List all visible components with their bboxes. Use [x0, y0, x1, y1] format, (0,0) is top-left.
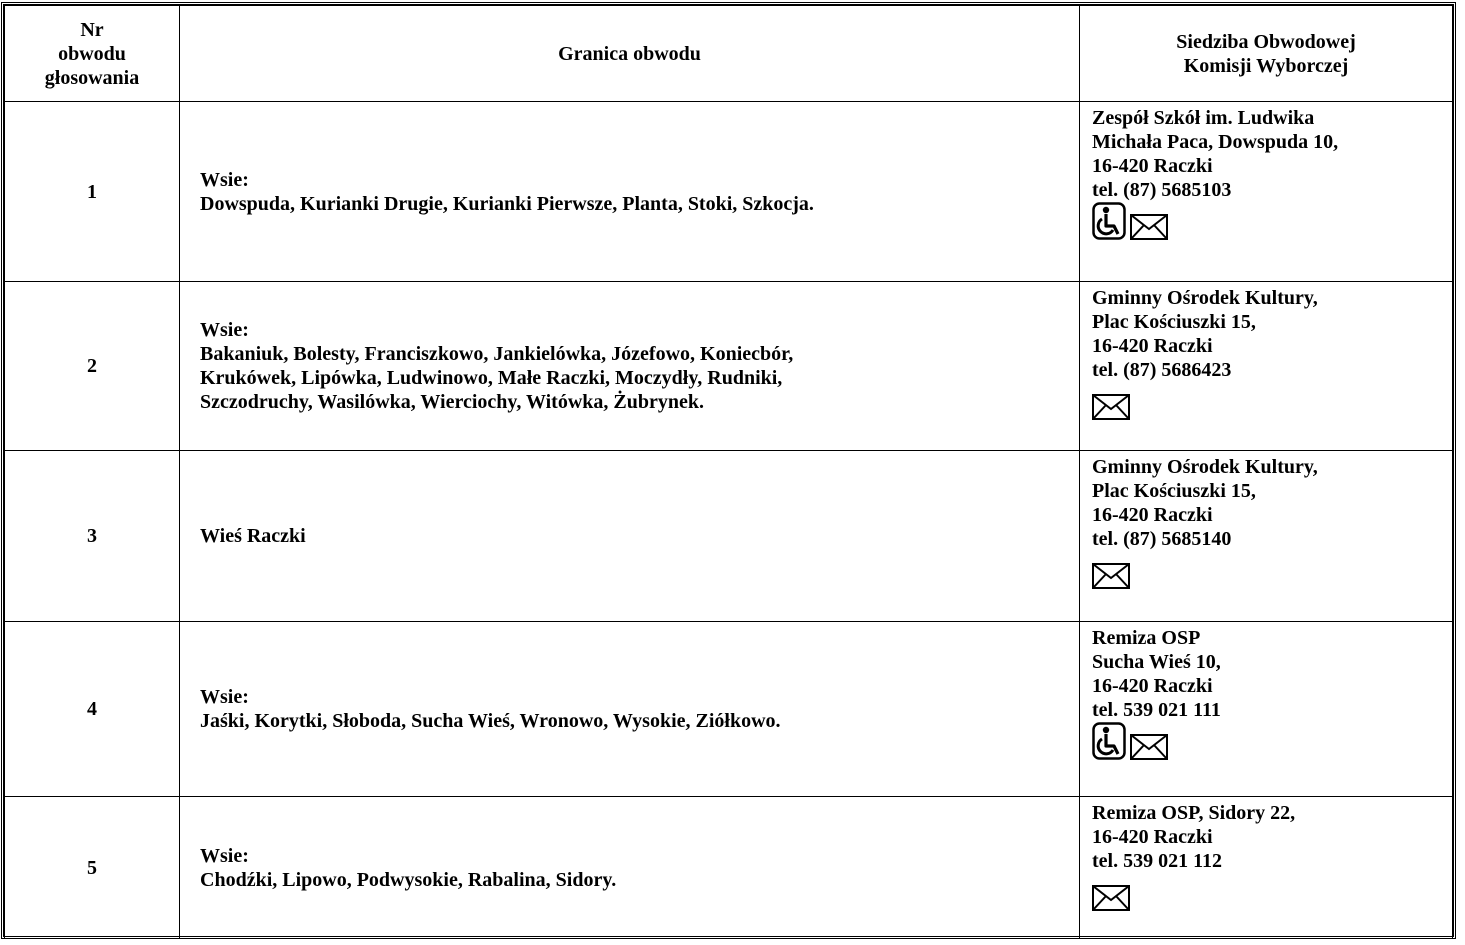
accessibility-icons	[1092, 204, 1451, 246]
envelope-icon	[1092, 563, 1130, 595]
commission-seat	[1080, 622, 1453, 797]
document-frame	[1, 2, 1456, 939]
table-header-row	[5, 6, 1453, 102]
commission-seat	[1080, 102, 1453, 282]
accessibility-icons	[1092, 875, 1451, 917]
border-line: Krukówek, Lipówka, Ludwinowo, Małe Raczki, Moczydły, Rudniki,	[200, 367, 783, 389]
district-number: 1	[5, 102, 180, 282]
district-number: 5	[5, 797, 180, 939]
table-row	[5, 282, 1453, 451]
header-district-border: Granica obwodu	[180, 6, 1080, 102]
table-row	[5, 451, 1453, 622]
envelope-icon	[1092, 394, 1130, 426]
seat-line: Plac Kościuszki 15,	[1092, 480, 1256, 502]
border-line: Wieś Raczki	[200, 525, 306, 547]
district-border	[180, 622, 1080, 797]
voting-districts-table	[4, 5, 1453, 939]
seat-line: 16-420 Raczki	[1092, 826, 1213, 848]
header-commission-seat	[1080, 6, 1453, 102]
district-border	[180, 451, 1080, 622]
district-border	[180, 797, 1080, 939]
seat-line: Michała Paca, Dowspuda 10,	[1092, 131, 1339, 153]
seat-line: tel. (87) 5685140	[1092, 528, 1232, 550]
seat-line: 16-420 Raczki	[1092, 504, 1213, 526]
wheelchair-icon	[1092, 722, 1126, 766]
seat-line: 16-420 Raczki	[1092, 675, 1213, 697]
commission-seat	[1080, 797, 1453, 939]
border-line: Szczodruchy, Wasilówka, Wierciochy, Witówka, Żubrynek.	[200, 391, 704, 413]
border-line: Jaśki, Korytki, Słoboda, Sucha Wieś, Wronowo, Wysokie, Ziółkowo.	[200, 710, 781, 732]
header-nr-line: Nr	[80, 18, 104, 41]
seat-line: 16-420 Raczki	[1092, 335, 1213, 357]
wheelchair-icon	[1092, 202, 1126, 246]
seat-line: Remiza OSP	[1092, 627, 1201, 649]
seat-line: tel. (87) 5686423	[1092, 359, 1232, 381]
district-number: 4	[5, 622, 180, 797]
seat-line: Sucha Wieś 10,	[1092, 651, 1221, 673]
border-line: Wsie:	[200, 686, 249, 708]
seat-line: 16-420 Raczki	[1092, 155, 1213, 177]
border-line: Wsie:	[200, 319, 249, 341]
seat-line: Zespół Szkół im. Ludwika	[1092, 107, 1315, 129]
district-number: 3	[5, 451, 180, 622]
district-number: 2	[5, 282, 180, 451]
commission-seat	[1080, 282, 1453, 451]
header-district-number	[5, 6, 180, 102]
header-seat-line: Siedziba Obwodowej	[1176, 30, 1356, 53]
border-line: Wsie:	[200, 168, 249, 191]
envelope-icon	[1130, 734, 1168, 766]
table-row	[5, 102, 1453, 282]
border-line: Wsie:	[200, 844, 249, 867]
table-row	[5, 622, 1453, 797]
accessibility-icons	[1092, 553, 1451, 595]
seat-line: Remiza OSP, Sidory 22,	[1092, 802, 1296, 824]
seat-line: Gminny Ośrodek Kultury,	[1092, 456, 1318, 478]
accessibility-icons	[1092, 384, 1451, 426]
header-nr-line: obwodu	[58, 42, 126, 65]
envelope-icon	[1092, 885, 1130, 917]
envelope-icon	[1130, 214, 1168, 246]
district-border	[180, 282, 1080, 451]
commission-seat	[1080, 451, 1453, 622]
accessibility-icons	[1092, 724, 1451, 766]
border-line: Dowspuda, Kurianki Drugie, Kurianki Pierwsze, Planta, Stoki, Szkocja.	[200, 192, 814, 215]
header-nr-line: głosowania	[44, 66, 140, 89]
seat-line: tel. 539 021 111	[1092, 699, 1221, 721]
header-seat-line: Komisji Wyborczej	[1183, 54, 1349, 77]
table-row	[5, 797, 1453, 939]
border-line: Bakaniuk, Bolesty, Franciszkowo, Jankielówka, Józefowo, Koniecbór,	[200, 343, 794, 365]
seat-line: Plac Kościuszki 15,	[1092, 311, 1256, 333]
seat-line: Gminny Ośrodek Kultury,	[1092, 287, 1318, 309]
seat-line: tel. 539 021 112	[1092, 850, 1222, 872]
seat-line: tel. (87) 5685103	[1092, 179, 1232, 201]
district-border	[180, 102, 1080, 282]
border-line: Chodźki, Lipowo, Podwysokie, Rabalina, Sidory.	[200, 868, 617, 891]
